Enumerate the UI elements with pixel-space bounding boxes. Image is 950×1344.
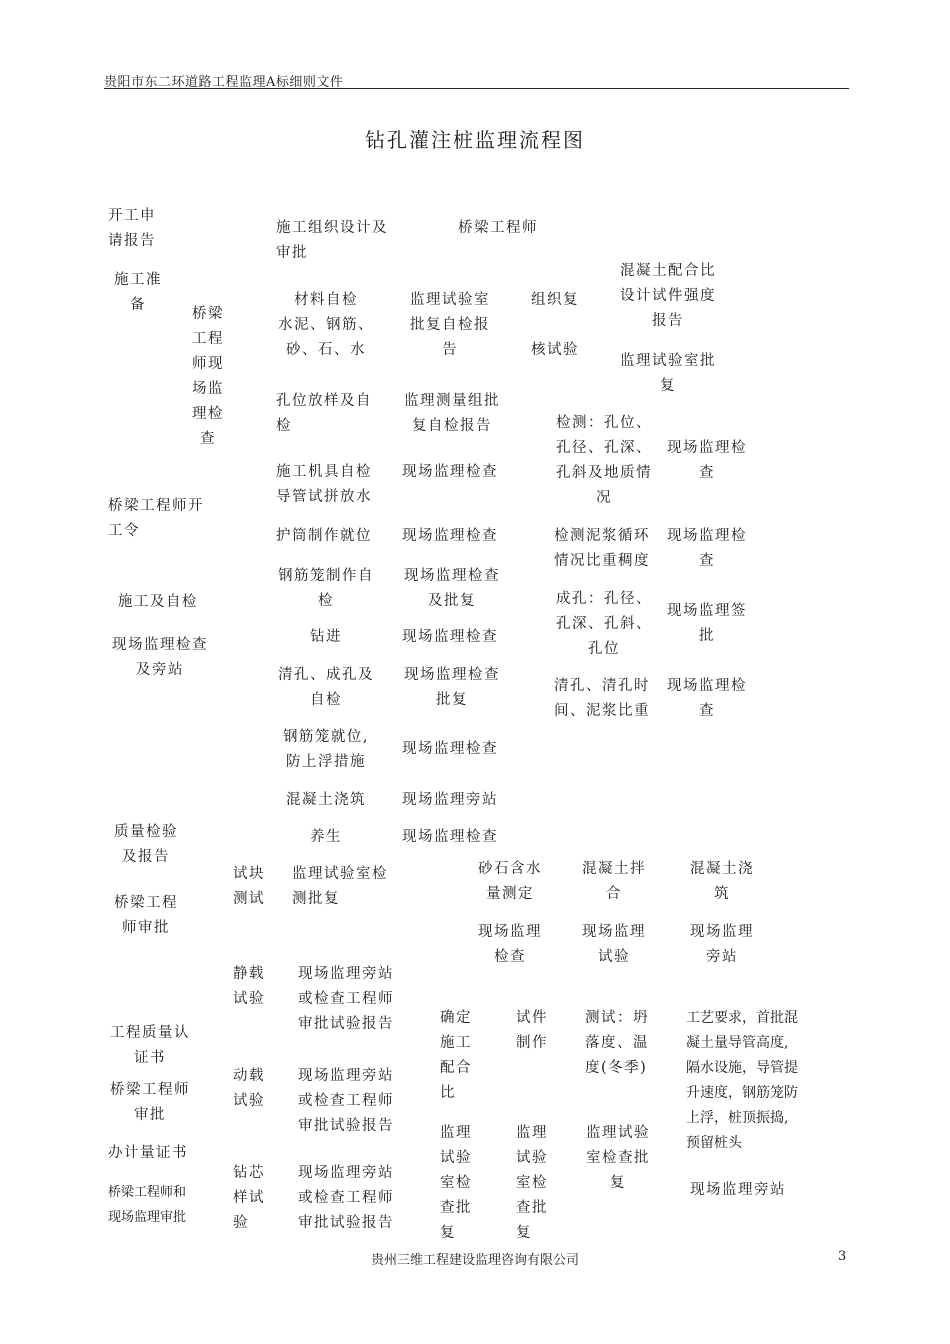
lab-check-2: 监理 试验 室检 查批 复 bbox=[516, 1125, 548, 1241]
org-design-approval: 施工组织设计及 审批 bbox=[276, 220, 388, 261]
lab-check-1: 监理 试验 室检 查批 复 bbox=[440, 1125, 472, 1241]
hole-completion: 成孔：孔径、 孔深、孔斜、 孔位 bbox=[556, 591, 652, 657]
static-load-side-station: 现场监理旁站 或检查工程师 审批试验报告 bbox=[298, 966, 394, 1032]
onsite-check-a: 现场监理检 查 bbox=[667, 440, 747, 481]
bridge-engineer: 桥梁工程师 bbox=[458, 220, 538, 236]
dynamic-load-test: 动载 试验 bbox=[233, 1068, 265, 1109]
block-test: 试块 测试 bbox=[233, 866, 265, 907]
onsite-test: 现场监理 试验 bbox=[582, 924, 646, 965]
onsite-check-approval: 现场监理检查 及批复 bbox=[404, 568, 500, 609]
curing: 养生 bbox=[310, 829, 342, 845]
onsite-check-e: 现场监理检查 bbox=[402, 629, 498, 645]
start-report: 开工申 请报告 bbox=[108, 208, 156, 249]
quality-certificate: 工程质量认 证书 bbox=[110, 1025, 190, 1066]
onsite-check-d: 现场监理检 查 bbox=[667, 528, 747, 569]
concrete-pour-test: 混凝土浇 筑 bbox=[690, 861, 754, 902]
document-title: 钻孔灌注桩监理流程图 bbox=[365, 128, 585, 152]
casing-placement: 护筒制作就位 bbox=[276, 528, 372, 544]
onsite-check-approval-2: 现场监理检查 批复 bbox=[404, 667, 500, 708]
aggregate-moisture: 砂石含水 量测定 bbox=[478, 861, 542, 902]
page-footer: 贵州三维工程建设监理咨询有限公司 bbox=[370, 1253, 579, 1268]
hole-cleaning: 清孔、成孔及 自检 bbox=[278, 667, 374, 708]
onsite-check-b: 现场监理检查 bbox=[402, 464, 498, 480]
hole-inspection: 检测：孔位、 孔径、孔深、 孔斜及地质情 况 bbox=[556, 415, 652, 506]
slurry-inspection: 检测泥浆循环 情况比重稠度 bbox=[554, 528, 650, 569]
machine-selfcheck: 施工机具自检 导管试拼放水 bbox=[276, 464, 372, 505]
lab-test-approval: 监理试验室检 测批复 bbox=[292, 866, 388, 907]
onsite-check-f: 现场监理检 查 bbox=[667, 678, 747, 719]
core-sample-side-station: 现场监理旁站 或检查工程师 审批试验报告 bbox=[298, 1165, 394, 1231]
dynamic-load-side-station: 现场监理旁站 或检查工程师 审批试验报告 bbox=[298, 1068, 394, 1134]
hole-layout-selfcheck: 孔位放样及自 检 bbox=[276, 393, 372, 434]
engineer-site-check: 桥梁 工程 师现 场监 理检 查 bbox=[192, 306, 224, 447]
core-sample-test: 钻芯 样试 验 bbox=[233, 1165, 265, 1231]
concrete-mixing: 混凝土拌 合 bbox=[582, 861, 646, 902]
cleaning-time-slurry: 清孔、清孔时 间、泥浆比重 bbox=[554, 678, 650, 719]
onsite-check-i: 现场监理 检查 bbox=[478, 924, 542, 965]
onsite-side-station: 现场监理旁站 bbox=[402, 792, 498, 808]
specimen-making: 试件 制作 bbox=[516, 1010, 548, 1051]
engineer-approval-2: 桥梁工程师 审批 bbox=[110, 1082, 190, 1123]
onsite-check-and-side: 现场监理检查 及旁站 bbox=[112, 637, 208, 678]
engineer-approval: 桥梁工程 师审批 bbox=[114, 895, 178, 936]
onsite-side-station-3: 现场监理旁站 bbox=[690, 1182, 786, 1198]
retest: 核试验 bbox=[531, 342, 579, 358]
lab-approval-selfcheck: 监理试验室 批复自检报 告 bbox=[410, 292, 490, 358]
material-selfcheck: 材料自检 水泥、钢筋、 砂、石、水 bbox=[278, 292, 374, 358]
construction-prep: 施工准 备 bbox=[114, 272, 162, 313]
static-load-test: 静载 试验 bbox=[233, 966, 265, 1007]
page-header: 贵阳市东二环道路工程监理A标细则文件 bbox=[104, 75, 344, 90]
mix-confirm: 确定 施工 配合 比 bbox=[440, 1010, 472, 1101]
cage-placement: 钢筋笼就位, 防上浮措施 bbox=[282, 729, 370, 770]
quality-report: 质量检验 及报告 bbox=[114, 824, 178, 865]
engineer-start-order: 桥梁工程师开 工令 bbox=[108, 498, 204, 539]
process-requirements: 工艺要求，首批混 凝土量导管高度, 隔水设施，导管提 升速度，钢筋笼防 上浮，桩顶振捣, 预留桩头 bbox=[686, 1010, 798, 1151]
joint-approval: 桥梁工程师和 现场监理审批 bbox=[108, 1185, 187, 1225]
onsite-sign-off: 现场监理签 批 bbox=[667, 603, 747, 644]
lab-check-3: 监理试验 室检查批 复 bbox=[586, 1125, 650, 1191]
onsite-check-h: 现场监理检查 bbox=[402, 829, 498, 845]
concrete-pouring: 混凝土浇筑 bbox=[286, 792, 366, 808]
organize-retest: 组织复 bbox=[531, 292, 579, 308]
lab-approval-2: 监理试验室批 复 bbox=[620, 353, 716, 394]
onsite-side-station-2: 现场监理 旁站 bbox=[690, 924, 754, 965]
drilling: 钻进 bbox=[310, 629, 342, 645]
construction-selfcheck: 施工及自检 bbox=[118, 594, 198, 610]
onsite-check-g: 现场监理检查 bbox=[402, 741, 498, 757]
onsite-check-c: 现场监理检查 bbox=[402, 528, 498, 544]
page-number: 3 bbox=[838, 1249, 847, 1264]
cage-fabrication: 钢筋笼制作自 检 bbox=[278, 568, 374, 609]
mix-design-report: 混凝土配合比 设计试件强度 报告 bbox=[620, 263, 716, 329]
survey-approval: 监理测量组批 复自检报告 bbox=[404, 393, 500, 434]
measurement-certificate: 办计量证书 bbox=[108, 1145, 188, 1161]
slump-temperature-test: 测试：坍 落度、温 度(冬季) bbox=[585, 1010, 649, 1076]
